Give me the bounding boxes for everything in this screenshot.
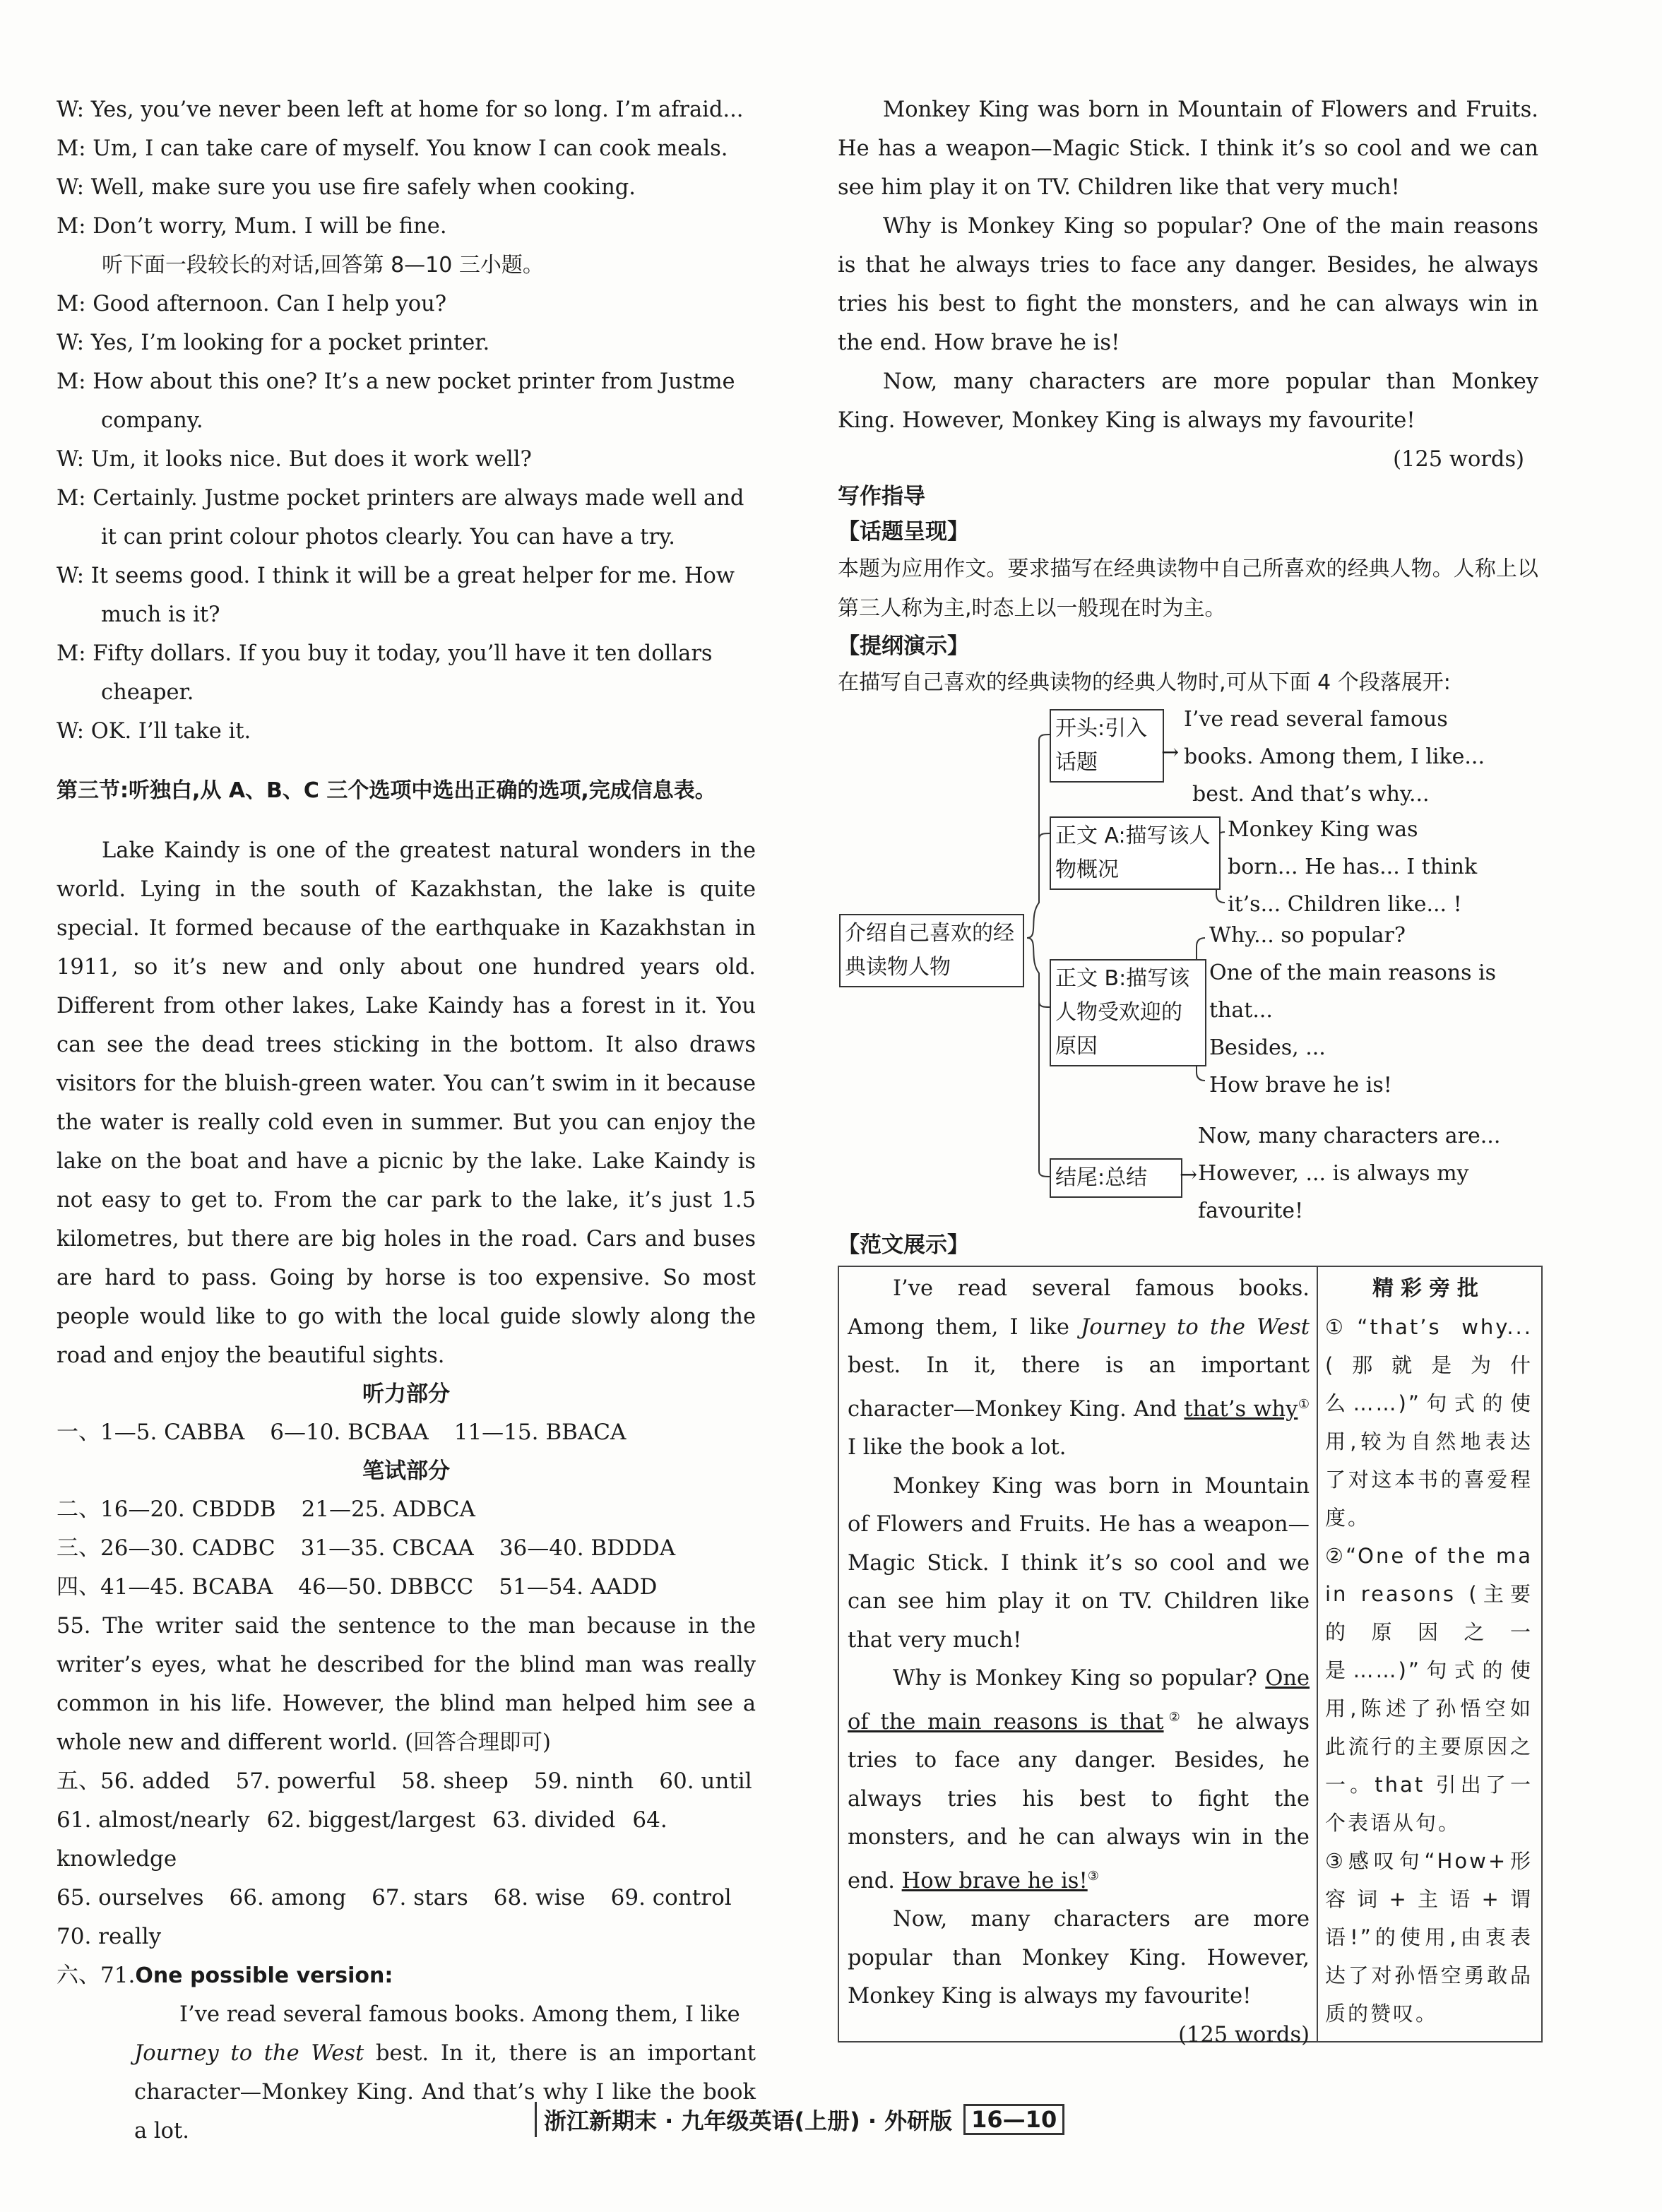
notes-heading: 精彩旁批 (1372, 1276, 1485, 1301)
word-answer: 65. ourselves (57, 1885, 204, 1910)
word-answer: 68. wise (493, 1885, 586, 1910)
outline-body-a-box: 正文 A:描写该人物概况 (1050, 816, 1221, 890)
answer-group: 21—25. ADBCA (301, 1497, 475, 1522)
sample-text: Why is Monkey King so popular? (893, 1666, 1257, 1691)
book-title: Journey to the West (1081, 1314, 1310, 1340)
footer-title: 浙江新期末 · 九年级英语(上册) · 外研版 (535, 2102, 959, 2137)
outline-line: favourite! (1198, 1199, 1304, 1223)
essay-paragraph-3: Why is Monkey King so popular? One of the main reasons is that he always tries to face any danger. Besides, he always tries his best to fight the monsters, and he can always win in the end. How brave he is! (838, 214, 1538, 355)
outline-intro-box: 开头:引入话题 (1050, 709, 1164, 783)
dialog-text: It seems good. I think it will be a great helper for me. How much is it? (90, 564, 735, 627)
dialog-line (57, 557, 756, 634)
word-answer: 67. stars (372, 1885, 468, 1910)
essay-word-count: (125 words) (1393, 447, 1524, 472)
highlight-phrase-1: that’s why (1184, 1396, 1298, 1422)
dialog-line (57, 168, 756, 207)
page-footer (535, 2100, 1064, 2139)
answers-section5-row3 (57, 1879, 756, 1917)
outline-line: Why... so popular? (1209, 923, 1406, 948)
column-divider (1317, 1267, 1318, 2041)
dialog-line (57, 129, 756, 168)
question-number: 六、71. (57, 1963, 136, 1988)
word-answer: 66. among (229, 1885, 347, 1910)
section3-title: 第三节:听独白,从 A、B、C 三个选项中选出正确的选项,完成信息表。 (57, 778, 716, 803)
word-answer: 58. sheep (401, 1768, 509, 1794)
outline-ending-box: 结尾:总结 (1050, 1158, 1182, 1198)
speaker-label: W: (57, 447, 84, 472)
word-answer: 五、56. added (57, 1768, 210, 1794)
sample-label: 【范文展示】 (838, 1232, 969, 1258)
outline-line: Besides, ... (1209, 1035, 1326, 1060)
sample-paragraph-1: I’ve read several famous books. Among them, I like Journey to the West best. In it, there is an important character—Monkey King. And that’s why① I like the book a lot. (848, 1276, 1310, 1461)
dialog-text: Yes, you’ve never been left at home for so long. I’m afraid... (90, 97, 744, 122)
dialog-text: How about this one? It’s a new pocket printer from Justme company. (93, 369, 735, 433)
speaker-label: W: (57, 331, 84, 355)
dialog-text: Well, make sure you use fire safely when cooking. (90, 175, 636, 200)
speaker-label: W: (57, 97, 84, 122)
dialog-line (57, 440, 756, 479)
speaker-label: M: (57, 214, 86, 239)
outline-line: Now, many characters are... (1198, 1124, 1501, 1148)
dialog-line (57, 323, 756, 362)
answers-section1 (57, 1413, 756, 1452)
arrow-icon: → (1180, 1163, 1198, 1187)
dialog-line (57, 712, 756, 751)
note-3: ③感叹句“How+形容词+主语+谓语!”的使用,由衷表达了对孙悟空勇敢品质的赞叹。 (1325, 1849, 1533, 2026)
answer-group: 一、1—5. CABBA (57, 1420, 245, 1445)
outline-body-b-box: 正文 B:描写该人物受欢迎的原因 (1050, 959, 1206, 1066)
word-answer: 69. control (610, 1885, 732, 1910)
dialog-text: Fifty dollars. If you buy it today, you’ll have it ten dollars cheaper. (93, 641, 713, 705)
dialog-text: Don’t worry, Mum. I will be fine. (93, 214, 447, 239)
outline-line: I’ve read several famous (1184, 707, 1448, 732)
outline-label: 【提纲演示】 (838, 634, 969, 659)
dialog-text: Um, it looks nice. But does it work well? (90, 447, 532, 472)
outline-line: best. And that’s why... (1192, 782, 1430, 807)
outline-line: born... He has... I think (1228, 855, 1478, 879)
answer-group: 11—15. BBACA (453, 1420, 627, 1445)
word-answer: 62. biggest/largest (266, 1807, 475, 1833)
word-answer: 63. divided (492, 1807, 616, 1833)
answers-section3 (57, 1529, 756, 1568)
dialog-text: Um, I can take care of myself. You know I can cook meals. (93, 136, 728, 161)
answer-group: 51—54. AADD (499, 1574, 658, 1600)
answers-section5-row2 (57, 1801, 756, 1879)
answer-group: 46—50. DBBCC (298, 1574, 474, 1600)
dialog-text: Yes, I’m looking for a pocket printer. (90, 331, 490, 355)
answer-group: 四、41—45. BCABA (57, 1574, 273, 1600)
dialog-text: Certainly. Justme pocket printers are always made well and it can print colour photos clearly. You can have a try. (93, 486, 744, 549)
word-answer: 57. powerful (235, 1768, 376, 1794)
essay-paragraph-2: Monkey King was born in Mountain of Flowers and Fruits. He has a weapon—Magic Stick. I think it’s so cool and we can see him play it on TV. Children like that very much! (838, 97, 1538, 200)
outline-body-b-lines (1209, 917, 1496, 1104)
sample-text: best. In it, there is an important character—Monkey King. And (848, 1353, 1310, 1422)
dialog-text: Good afternoon. Can I help you? (93, 292, 447, 316)
sample-text: he always tries to face any danger. Besides, he always tries his best to fight the monsters, and he can always win in the end. (848, 1709, 1310, 1893)
sample-notes (1325, 1270, 1533, 2033)
answer-group: 6—10. BCBAA (270, 1420, 429, 1445)
outline-line: How brave he is! (1209, 1073, 1392, 1098)
note-1: ①“that’s why...(那就是为什么……)”句式的使用,较为自然地表达了对这本书的喜爱程度。 (1325, 1315, 1533, 1530)
sample-word-count: (125 words) (1178, 2022, 1310, 2047)
speaker-label: W: (57, 719, 84, 744)
highlight-phrase-3: How brave he is! (901, 1868, 1088, 1893)
book-title: Journey to the West (134, 2041, 364, 2066)
left-column (57, 90, 756, 2151)
note-2: ②“One of the main reasons (主要的原因之一是……)”句式的使用,陈述了孙悟空如此流行的主要原因之一。that 引出了一个表语从句。 (1325, 1544, 1533, 1835)
page-number: 16—10 (963, 2104, 1064, 2135)
answer-55: 55. The writer said the sentence to the man because in the writer’s eyes, what he described for the blind man was really common in his life. However, the blind man helped him see a whole new and different world. (回答合理即可) (57, 1614, 756, 1755)
outline-intro-lines (1184, 701, 1485, 813)
speaker-label: M: (57, 641, 86, 666)
listening-heading: 听力部分 (362, 1381, 450, 1407)
writing-part-heading: 笔试部分 (362, 1458, 450, 1484)
topic-label: 【话题呈现】 (838, 519, 969, 545)
answers-section4 (57, 1568, 756, 1607)
answer-group: 二、16—20. CBDDB (57, 1497, 276, 1522)
version-label: One possible version: (135, 1963, 393, 1988)
sample-paragraph-2: Monkey King was born in Mountain of Flowers and Fruits. He has a weapon—Magic Stick. I think it’s so cool and we can see him play it on TV. Children like that very much! (848, 1473, 1310, 1653)
dialog-line (57, 634, 756, 712)
sample-paragraph-3: Why is Monkey King so popular? One of the main reasons is that② he always tries to face any danger. Besides, he always tries his best to fight the monsters, and he can always win in the end. How brave he is!③ (848, 1666, 1310, 1893)
word-answer: 61. almost/nearly (57, 1807, 250, 1833)
answer-group: 31—35. CBCAA (300, 1535, 474, 1561)
dialog-continuation (57, 90, 756, 246)
arrow-icon: → (1161, 740, 1180, 765)
answers-section5-row4: 70. really (57, 1924, 162, 1949)
outline-line: Monkey King was (1228, 817, 1418, 842)
outline-intro: 在描写自己喜欢的经典读物的经典人物时,可从下面 4 个段落展开: (838, 670, 1451, 695)
answer-group: 36—40. BDDDA (499, 1535, 676, 1561)
dialog-line (57, 362, 756, 440)
speaker-label: M: (57, 369, 86, 394)
right-column (838, 90, 1538, 2047)
highlight-phrase-2: One of the main reasons is that (848, 1666, 1310, 1735)
outline-diagram (838, 705, 1538, 1227)
outline-body-a-lines (1228, 811, 1477, 923)
dialog-line (57, 90, 756, 129)
dialog-line (57, 285, 756, 323)
essay-text: best. In it, there is an important character—Monkey King. And that’s why I like the book a lot. (134, 2041, 756, 2143)
outline-line: However, ... is always my (1198, 1161, 1469, 1186)
sample-text: I like the book a lot. (848, 1435, 1067, 1461)
sample-essay (848, 1270, 1310, 2055)
speaker-label: M: (57, 486, 86, 511)
dialog-printer (57, 285, 756, 751)
writing-guide-heading: 写作指导 (838, 484, 925, 509)
answers-section5-row1 (57, 1762, 756, 1801)
topic-text: 本题为应用作文。要求描写在经典读物中自己所喜欢的经典人物。人称上以第三人称为主,时态上以一般现在时为主。 (838, 557, 1538, 621)
monologue-text: Lake Kaindy is one of the greatest natural wonders in the world. Lying in the south of Kazakhstan, the lake is quite special. It formed because of the earthquake in Kazakhstan in 1911, so it’s new and only about one hundred years old. Different from other lakes, Lake Kaindy has a forest in it. You can see the dead trees sticking in the bottom. It also draws visitors for the bluish-green water. You can’t swim in it because the water is really cold even in summer. But you can enjoy the lake on the boat and have a picnic by the lake. Lake Kaindy is not easy to get to. From the car park to the lake, it’s just 1.5 kilometres, but there are big holes in the road. Cars and buses are hard to pass. Going by horse is too expensive. So most people would like to go with the local guide slowly along the road and enjoy the beautiful sights. (57, 838, 756, 1368)
speaker-label: W: (57, 175, 84, 200)
outline-line: books. Among them, I like... (1184, 744, 1485, 769)
word-answer: 60. until (659, 1768, 752, 1794)
dialog-line (57, 207, 756, 246)
outline-line: it’s... Children like... ! (1228, 892, 1462, 917)
dialog-line (57, 479, 756, 557)
sample-essay-box (838, 1266, 1543, 2047)
speaker-label: M: (57, 136, 86, 161)
word-answer: 64. knowledge (57, 1807, 667, 1872)
outline-root-box: 介绍自己喜欢的经典读物人物 (839, 914, 1024, 987)
answer-71-label (57, 1956, 756, 1995)
outline-line: that... (1209, 998, 1273, 1023)
dialog-text: OK. I’ll take it. (90, 719, 251, 744)
speaker-label: W: (57, 564, 84, 588)
speaker-label: M: (57, 292, 86, 316)
outline-line: One of the main reasons is (1209, 961, 1497, 985)
sample-text: I’ve read several famous books. Among them, I like (848, 1276, 1310, 1340)
instruction-q8-10: 听下面一段较长的对话,回答第 8—10 三小题。 (102, 253, 544, 278)
word-answer: 59. ninth (533, 1768, 634, 1794)
essay-paragraph-4: Now, many characters are more popular than Monkey King. However, Monkey King is always my favourite! (838, 369, 1538, 433)
sample-paragraph-4: Now, many characters are more popular than Monkey King. However, Monkey King is always my favourite! (848, 1907, 1310, 2009)
answers-section2 (57, 1490, 756, 1529)
essay-text: I’ve read several famous books. Among them, I like (179, 2002, 740, 2027)
answer-group: 三、26—30. CADBC (57, 1535, 275, 1561)
outline-ending-lines (1198, 1117, 1500, 1230)
